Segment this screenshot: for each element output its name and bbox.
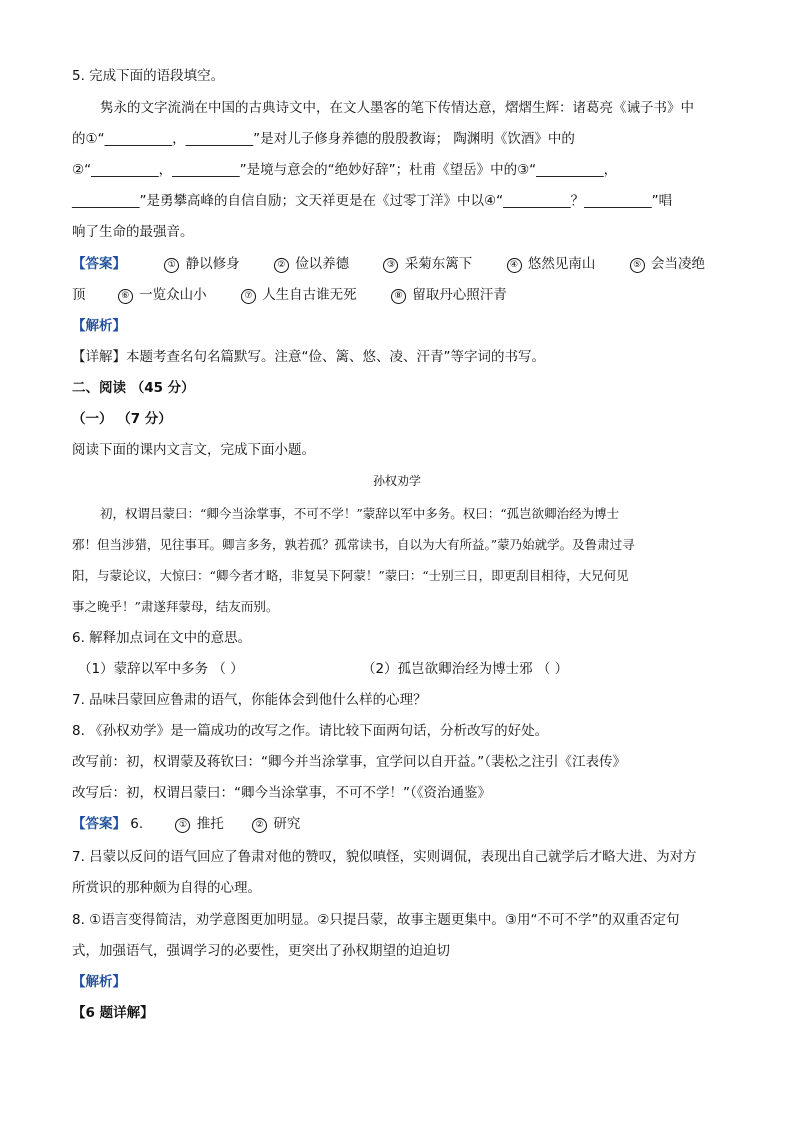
q5-answer-line-2: 顶 ⑥ 一览众山小 ⑦ 人生自古谁无死 ⑧ 留取丹心照汗青 xyxy=(72,287,507,303)
answer-7-line: 所赏识的那种颇为自得的心理。 xyxy=(72,880,261,896)
passage-line: 初，权谓吕蒙曰：“卿今当涂掌事，不可不学！”蒙辞以军中多务。权曰：“孤岂欲卿治经为博士 xyxy=(100,506,620,521)
question-6-item-1: （1）蒙辞以军中多务 （ ） xyxy=(78,661,244,677)
rewrite-after: 改写后：初，权谓吕蒙曰：“卿今当涂掌事，不可不学！”（《资治通鉴》 xyxy=(72,785,491,801)
q5-paragraph-line: 响了生命的最强音。 xyxy=(72,224,194,240)
q5-paragraph-line: 的①“__________，__________”是对儿子修身养德的殷殷教诲； 陶渊明《饮酒》中的 xyxy=(72,131,575,147)
answer-item: ③ 采菊东篱下 xyxy=(383,254,472,274)
question-7: 7. 品味吕蒙回应鲁肃的语气，你能体会到他什么样的心理？ xyxy=(72,692,427,708)
passage-line: 邪！但当涉猎，见往事耳。卿言多务，孰若孤？孤常读书，自以为大有所益。”蒙乃始就学。及鲁肃过寻 xyxy=(72,537,635,552)
answer-7-line: 7. 吕蒙以反问的语气回应了鲁肃对他的赞叹，貌似嗔怪，实则调侃，表现出自己就学后才略大进、为对方 xyxy=(72,849,697,865)
analysis-tag: 【解析】 xyxy=(72,974,126,990)
q5-paragraph-line: ②“__________，__________”是境与意会的“绝妙好辞”；杜甫《望岳》中的③“__________， xyxy=(72,162,618,178)
section-heading: 二、阅读 （45 分） xyxy=(72,380,195,396)
answer-tag: 【答案】 xyxy=(72,816,126,832)
answers-6-line: 【答案】 6. ① 推托 ② 研究 xyxy=(72,816,301,832)
answer-tag: 【答案】 xyxy=(72,256,126,272)
answer-item: ② 研究 xyxy=(252,814,300,834)
answer-8-line: 8. ①语言变得简洁，劝学意图更加明显。②只提吕蒙，故事主题更集中。③用“不可不学”的双重否定句 xyxy=(72,912,680,928)
q5-detail: 【详解】本题考查名句名篇默写。注意“俭、篱、悠、凌、汗青”等字词的书写。 xyxy=(72,349,545,365)
rewrite-before: 改写前：初，权谓蒙及蒋钦曰：“卿今并当涂掌事，宜学问以自开益。”（裴松之注引《江表传》 xyxy=(72,754,626,770)
q5-answer-line xyxy=(72,254,705,274)
answer-item: ⑥ 一览众山小 xyxy=(118,285,207,305)
answer-item: ① 静以修身 xyxy=(164,254,239,274)
answer-item: ① 推托 xyxy=(175,814,223,834)
section-intro: 阅读下面的课内文言文，完成下面小题。 xyxy=(72,442,315,458)
answer-item: ⑦ 人生自古谁无死 xyxy=(241,285,357,305)
answer-item: ⑧ 留取丹心照汗青 xyxy=(391,285,507,305)
analysis-tag: 【解析】 xyxy=(72,318,126,334)
subsection-heading: （一） （7 分） xyxy=(72,411,172,427)
q5-paragraph-line: __________”是勇攀高峰的自信自励；文天祥更是在《过零丁洋》中以④“__________？__________”唱 xyxy=(72,193,673,209)
q5-stem: 5. 完成下面的语段填空。 xyxy=(72,68,225,84)
question-6-item-2: （2）孤岂欲卿治经为博士邪 （ ） xyxy=(362,661,569,677)
answer-item: ⑤ 会当凌绝 xyxy=(630,254,705,274)
question-8: 8. 《孙权劝学》是一篇成功的改写之作。请比较下面两句话，分析改写的好处。 xyxy=(72,723,549,739)
answer-item: ④ 悠然见南山 xyxy=(507,254,596,274)
passage-line: 阳，与蒙论议，大惊曰：“卿今者才略，非复吴下阿蒙！”蒙曰：“士别三日，即更刮目相待，大兄何见 xyxy=(72,568,629,583)
answer-item: ② 俭以养德 xyxy=(274,254,349,274)
passage-title: 孙权劝学 xyxy=(372,474,421,488)
passage-line: 事之晚乎！”肃遂拜蒙母，结友而别。 xyxy=(72,599,279,614)
q5-paragraph-line: 隽永的文字流淌在中国的古典诗文中，在文人墨客的笔下传情达意，熠熠生辉：诸葛亮《诫子书》中 xyxy=(100,100,694,116)
question-6: 6. 解释加点词在文中的意思。 xyxy=(72,630,252,646)
detail-tag: 【6 题详解】 xyxy=(72,1005,154,1021)
answer-8-line: 式，加强语气，强调学习的必要性，更突出了孙权期望的迫迫切 xyxy=(72,943,450,959)
